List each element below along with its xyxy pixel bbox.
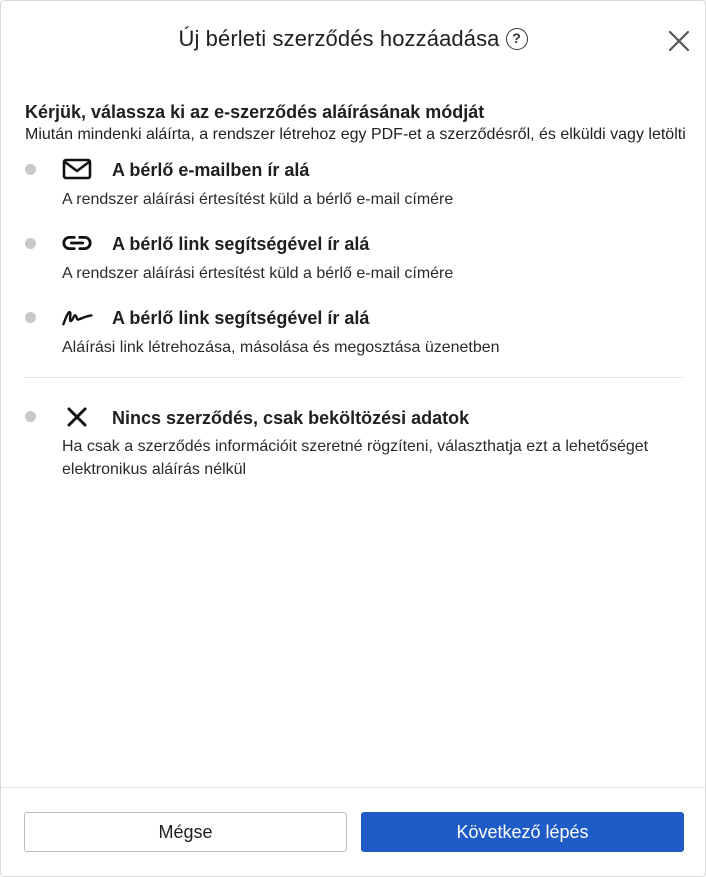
option-no-contract[interactable] (1, 398, 705, 486)
help-icon[interactable]: ? (506, 28, 528, 50)
option-email-sign[interactable] (1, 151, 705, 215)
envelope-icon (61, 156, 93, 182)
dialog-header (1, 21, 705, 57)
options-divider (25, 377, 683, 378)
link-icon (61, 230, 93, 256)
option-description: A rendszer aláírási értesítést küld a bérlő e-mail címére (62, 191, 454, 208)
intro-heading: Kérjük, válassza ki az e-szerződés aláírásának módját (25, 102, 485, 122)
cancel-button[interactable]: Mégse (24, 812, 347, 852)
radio-button[interactable] (25, 164, 36, 175)
next-step-button[interactable]: Következő lépés (361, 812, 684, 852)
option-title: A bérlő link segítségével ír alá (112, 308, 370, 328)
option-title: A bérlő e-mailben ír alá (112, 160, 310, 180)
option-title: A bérlő link segítségével ír alá (112, 234, 370, 254)
option-description: Aláírási link létrehozása, másolása és megosztása üzenetben (62, 339, 500, 356)
radio-button[interactable] (25, 411, 36, 422)
x-mark-icon (61, 404, 93, 430)
dialog-title: Új bérleti szerződés hozzáadása (178, 26, 500, 51)
intro-section (25, 101, 689, 145)
option-description: A rendszer aláírási értesítést küld a bérlő e-mail címére (62, 265, 454, 282)
close-icon[interactable] (667, 29, 691, 53)
intro-subtext: Miután mindenki aláírta, a rendszer létrehoz egy PDF-et a szerződésről, és elküldi vagy letölti (25, 126, 686, 143)
signature-icon (61, 304, 93, 330)
option-link-share[interactable] (1, 299, 705, 363)
option-description: Ha csak a szerződés információit szeretné rögzíteni, választhatja ezt a lehetőséget elektronikus aláírás nélkül (62, 438, 649, 478)
radio-button[interactable] (25, 312, 36, 323)
radio-button[interactable] (25, 238, 36, 249)
option-link-sign[interactable] (1, 225, 705, 289)
footer-divider (1, 787, 705, 788)
option-title: Nincs szerződés, csak beköltözési adatok (112, 408, 470, 428)
